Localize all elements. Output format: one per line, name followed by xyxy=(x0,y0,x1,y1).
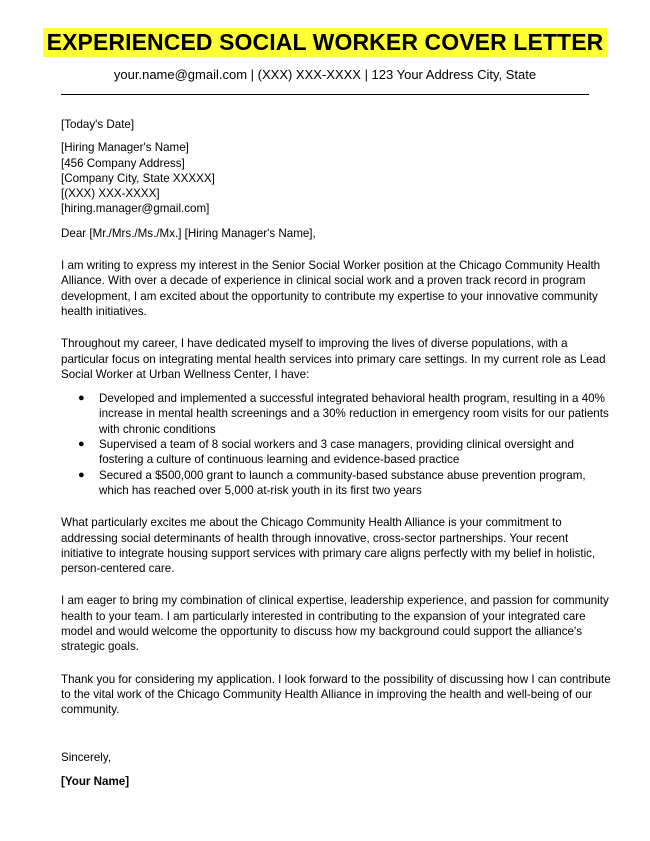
paragraph-line: Thank you for considering my application. I look forward to the possibility of discussing how I can contribute xyxy=(61,672,611,686)
paragraph-line: to the vital work of the Chicago Community Health Alliance in improving the health and well-being of our xyxy=(61,687,593,701)
recipient-block xyxy=(61,140,591,216)
recipient-address: [456 Company Address] xyxy=(61,156,185,170)
signature-name: [Your Name] xyxy=(61,774,130,788)
paragraph-line: strategic goals. xyxy=(61,640,139,654)
paragraph-line: What particularly excites me about the Chicago Community Health Alliance is your commitment to xyxy=(61,516,562,530)
achievement-list xyxy=(61,391,609,498)
list-item-line: fostering a culture of continuous learning and evidence-based practice xyxy=(99,453,460,467)
letter-body xyxy=(61,117,611,789)
bullet-icon: ● xyxy=(78,468,85,481)
list-item-line: which has reached over 5,000 at-risk youth in its first two years xyxy=(99,483,422,497)
paragraph-motivation xyxy=(61,515,596,576)
list-item-line: with chronic conditions xyxy=(99,422,216,436)
paragraph-career xyxy=(61,336,606,382)
date-line: [Today's Date] xyxy=(61,118,135,131)
list-item xyxy=(61,468,591,499)
paragraph-line: community. xyxy=(61,703,120,717)
list-item-line: Developed and implemented a successful integrated behavioral health program, resulting in a 40% xyxy=(99,392,605,406)
list-item xyxy=(61,437,591,468)
recipient-phone: [(XXX) XXX-XXXX] xyxy=(61,187,160,201)
paragraph-line: model and would welcome the opportunity to discuss how my background could support the alliance's xyxy=(61,625,583,639)
bullet-icon: ● xyxy=(78,392,85,405)
list-item-line: increase in mental health screenings and a 30% reduction in emergency room visits for our patients xyxy=(99,407,609,421)
paragraph-line: person-centered care. xyxy=(61,562,175,576)
paragraph-line: Social Worker at Urban Wellness Center, I have: xyxy=(61,367,310,381)
list-item-line: Secured a $500,000 grant to launch a community-based substance abuse prevention program, xyxy=(99,468,586,482)
list-item xyxy=(61,391,609,437)
paragraph-thanks xyxy=(61,672,611,718)
recipient-city: [Company City, State XXXXX] xyxy=(61,171,215,185)
header-divider xyxy=(61,94,589,95)
paragraph-eager xyxy=(61,593,609,654)
closing: Sincerely, xyxy=(61,750,112,764)
paragraph-line: Throughout my career, I have dedicated myself to improving the lives of diverse populations, with a xyxy=(61,337,568,351)
paragraph-line: particular focus on integrating mental health services into primary care settings. In my current role as Lead xyxy=(61,352,606,366)
paragraph-line: health initiatives. xyxy=(61,304,147,318)
bullet-icon: ● xyxy=(78,438,85,451)
paragraph-line: health to your team. I am particularly interested in contributing to the expansion of your integrated care xyxy=(61,609,586,623)
recipient-email: [hiring.manager@gmail.com] xyxy=(61,202,210,216)
salutation: Dear [Mr./Mrs./Ms./Mx.] [Hiring Manager's Name], xyxy=(61,226,316,240)
contact-line: your.name@gmail.com | (XXX) XXX-XXXX | 123 Your Address City, State xyxy=(113,67,537,82)
title-container xyxy=(0,28,650,57)
paragraph-line: initiative to integrate housing support services with primary care aligns perfectly with my belief in holistic, xyxy=(61,546,596,560)
recipient-name: [Hiring Manager's Name] xyxy=(61,141,189,155)
paragraph-intro xyxy=(61,258,601,319)
paragraph-line: I am writing to express my interest in the Senior Social Worker position at the Chicago Community Health xyxy=(61,259,601,273)
paragraph-line: addressing social determinants of health through innovative, cross-sector partnerships. Your recent xyxy=(61,531,569,545)
page-title: EXPERIENCED SOCIAL WORKER COVER LETTER xyxy=(43,28,608,57)
list-item-line: Supervised a team of 8 social workers and 3 case managers, providing clinical oversight and xyxy=(99,438,574,452)
paragraph-line: Alliance. With over a decade of experience in clinical social work and a proven track record in program xyxy=(61,274,586,288)
paragraph-line: I am eager to bring my combination of clinical expertise, leadership experience, and passion for community xyxy=(61,594,609,608)
paragraph-line: development, I am excited about the opportunity to contribute my expertise to your innovative community xyxy=(61,289,598,303)
